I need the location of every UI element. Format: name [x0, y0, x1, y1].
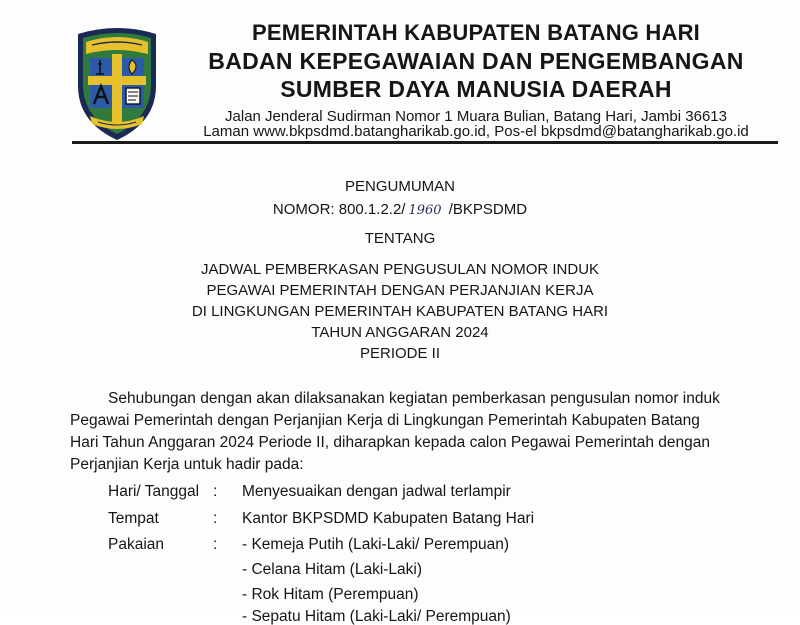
detail-value-attire: - Kemeja Putih (Laki-Laki/ Perempuan): [242, 536, 510, 553]
detail-colon-date: :: [213, 483, 218, 500]
document-title-line-4: TAHUN ANGGARAN 2024: [311, 324, 489, 341]
letterhead-divider: [72, 141, 778, 144]
document-title-line-3: DI LINGKUNGAN PEMERINTAH KABUPATEN BATANG HARI: [191, 303, 609, 320]
agency-contact: Laman www.bkpsdmd.batangharikab.go.id, Pos-el bkpsdmd@batangharikab.go.id: [203, 123, 749, 140]
detail-label-date: Hari/ Tanggal: [108, 483, 200, 500]
detail-label-attire: Pakaian: [108, 536, 165, 553]
attire-item-shoes: - Sepatu Hitam (Laki-Laki/ Perempuan): [242, 608, 511, 625]
document-number-suffix: /BKPSDMD: [444, 201, 528, 218]
government-name: PEMERINTAH KABUPATEN BATANG HARI: [251, 20, 700, 45]
body-paragraph-line-2: Pegawai Pemerintah dengan Perjanjian Kerja di Lingkungan Pemerintah Kabupaten Batang: [70, 412, 700, 429]
document-type: PENGUMUMAN: [344, 178, 455, 195]
detail-label-place: Tempat: [108, 510, 159, 527]
agency-name-line-1: BADAN KEPEGAWAIAN DAN PENGEMBANGAN: [208, 48, 744, 74]
detail-colon-attire: :: [213, 536, 218, 553]
agency-name-line-2: SUMBER DAYA MANUSIA DAERAH: [280, 76, 672, 102]
document-title-line-5: PERIODE II: [359, 345, 441, 362]
body-paragraph-line-1: Sehubungan dengan akan dilaksanakan kegiatan pemberkasan pengusulan nomor induk: [108, 390, 720, 407]
document-about: TENTANG: [364, 230, 436, 247]
document-title-line-1: JADWAL PEMBERKASAN PENGUSULAN NOMOR INDUK: [200, 261, 600, 278]
attire-item-trousers: - Celana Hitam (Laki-Laki): [242, 561, 423, 578]
body-paragraph-line-4: Perjanjian Kerja untuk hadir pada:: [70, 456, 304, 473]
detail-value-date: Menyesuaikan dengan jadwal terlampir: [242, 483, 511, 500]
document-title-line-2: PEGAWAI PEMERINTAH DENGAN PERJANJIAN KERJA: [206, 282, 594, 299]
agency-address: Jalan Jenderal Sudirman Nomor 1 Muara Bulian, Batang Hari, Jambi 36613: [225, 108, 727, 125]
regency-emblem-logo: [70, 24, 164, 142]
detail-value-place: Kantor BKPSDMD Kabupaten Batang Hari: [242, 510, 535, 527]
attire-item-skirt: - Rok Hitam (Perempuan): [242, 586, 419, 603]
document-number: [0, 202, 800, 217]
body-paragraph-line-3: Hari Tahun Anggaran 2024 Periode II, diharapkan kepada calon Pegawai Pemerintah dengan: [70, 434, 710, 451]
detail-colon-place: :: [213, 510, 218, 527]
document-number-prefix: NOMOR: 800.1.2.2/: [272, 201, 406, 218]
document-number-handwritten: 1960: [408, 203, 442, 218]
